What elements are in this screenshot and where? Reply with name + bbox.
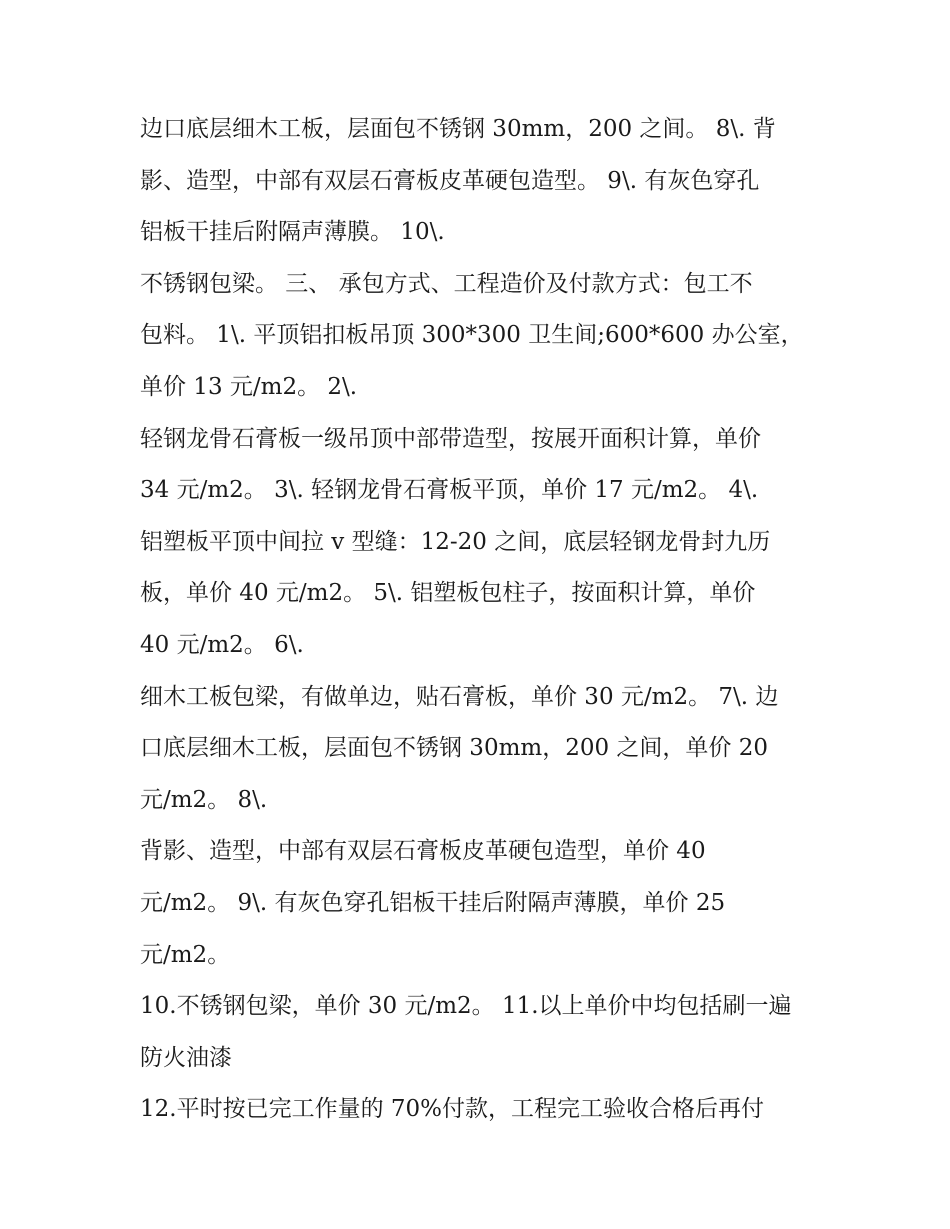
- text-line: 铝板干挂后附隔声薄膜。 10\.: [140, 219, 445, 246]
- text-line: 12.平时按已完工作量的 70%付款，工程完工验收合格后再付: [140, 1096, 765, 1123]
- text-line: 元/m2。: [140, 941, 231, 968]
- text-line: 元/m2。 9\. 有灰色穿孔铝板干挂后附隔声薄膜，单价 25: [140, 889, 726, 916]
- text-line: 元/m2。 8\.: [140, 786, 268, 813]
- text-line: 铝塑板平顶中间拉 v 型缝：12-20 之间，底层轻钢龙骨封九历: [140, 528, 771, 555]
- text-line: 板，单价 40 元/m2。 5\. 铝塑板包柱子，按面积计算，单价: [140, 580, 756, 607]
- text-line: 口底层细木工板，层面包不锈钢 30mm，200 之间，单价 20: [140, 735, 768, 762]
- text-line: 轻钢龙骨石膏板一级吊顶中部带造型，按展开面积计算，单价: [140, 425, 761, 452]
- text-line: 背影、造型，中部有双层石膏板皮革硬包造型，单价 40: [140, 838, 706, 865]
- document-body: [140, 104, 820, 1136]
- text-line: 细木工板包梁，有做单边，贴石膏板，单价 30 元/m2。 7\. 边: [140, 683, 779, 710]
- text-line: 边口底层细木工板，层面包不锈钢 30mm，200 之间。 8\. 背: [140, 116, 776, 142]
- text-line: 影、造型，中部有双层石膏板皮革硬包造型。 9\. 有灰色穿孔: [140, 167, 760, 194]
- text-line: 34 元/m2。 3\. 轻钢龙骨石膏板平顶，单价 17 元/m2。 4\.: [140, 477, 759, 504]
- text-line: 40 元/m2。 6\.: [140, 631, 304, 658]
- text-line: 10.不锈钢包梁，单价 30 元/m2。 11.以上单价中均包括刷一遍: [140, 993, 792, 1020]
- text-line: 单价 13 元/m2。 2\.: [140, 373, 358, 400]
- text-line: 防火油漆: [140, 1044, 232, 1071]
- text-line: 包料。 1\. 平顶铝扣板吊顶 300*300 卫生间;600*600 办公室，: [140, 322, 804, 349]
- text-line: 不锈钢包梁。 三、 承包方式、工程造价及付款方式：包工不: [140, 270, 753, 297]
